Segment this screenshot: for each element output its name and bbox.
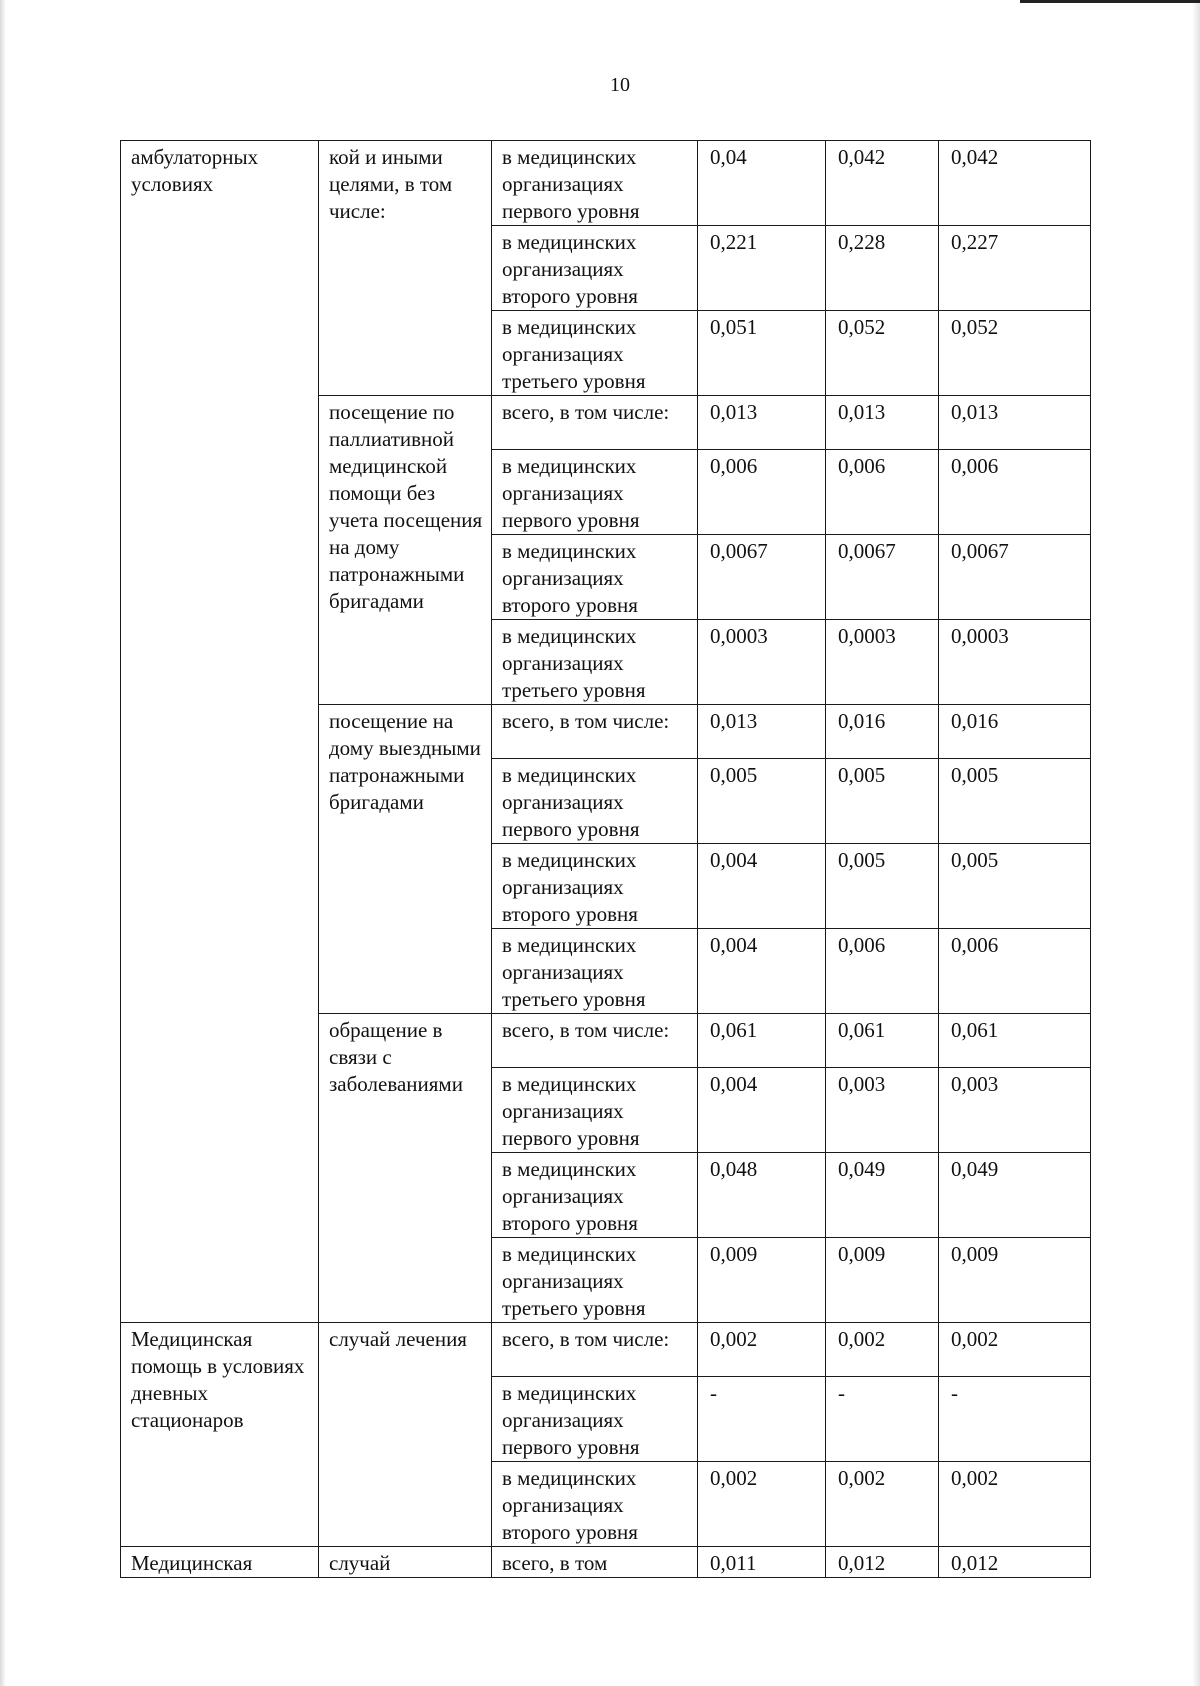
level-cell: всего, в том числе: <box>492 396 698 450</box>
visit-type-cell: обращение в связи с заболеваниями <box>319 1014 492 1323</box>
value-cell: 0,221 <box>698 226 826 311</box>
value-cell: 0,0003 <box>698 620 826 705</box>
value-cell: 0,061 <box>939 1014 1091 1068</box>
page-number: 10 <box>610 74 630 96</box>
value-cell: 0,006 <box>826 450 939 535</box>
level-cell: в медицинских организациях первого уровня <box>492 1377 698 1462</box>
value-cell: 0,003 <box>826 1068 939 1153</box>
level-cell: в медицинских организациях третьего уровня <box>492 620 698 705</box>
value-cell: 0,228 <box>826 226 939 311</box>
value-cell: 0,052 <box>939 311 1091 396</box>
level-cell: в медицинских организациях второго уровня <box>492 535 698 620</box>
value-cell: 0,0003 <box>826 620 939 705</box>
visit-type-cell: посещение на дому выездными патронажными бригадами <box>319 705 492 1014</box>
value-cell: 0,013 <box>939 396 1091 450</box>
value-cell: 0,042 <box>939 141 1091 226</box>
value-cell: 0,016 <box>826 705 939 759</box>
level-cell: в медицинских организациях третьего уровня <box>492 929 698 1014</box>
level-cell: всего, в том числе: <box>492 1323 698 1377</box>
level-cell: в медицинских организациях второго уровня <box>492 1153 698 1238</box>
value-cell: 0,002 <box>698 1462 826 1547</box>
value-cell: 0,002 <box>939 1462 1091 1547</box>
value-cell: 0,005 <box>698 759 826 844</box>
scan-edge-left <box>0 0 6 1686</box>
value-cell: 0,011 <box>698 1547 826 1578</box>
value-cell: 0,005 <box>939 844 1091 929</box>
value-cell: 0,227 <box>939 226 1091 311</box>
value-cell: - <box>826 1377 939 1462</box>
value-cell: 0,006 <box>698 450 826 535</box>
value-cell: 0,004 <box>698 1068 826 1153</box>
value-cell: 0,042 <box>826 141 939 226</box>
value-cell: 0,009 <box>698 1238 826 1323</box>
scan-edge-top <box>1020 0 1200 3</box>
value-cell: 0,009 <box>939 1238 1091 1323</box>
value-cell: 0,013 <box>698 396 826 450</box>
visit-type-cell: случай лечения <box>319 1323 492 1547</box>
value-cell: - <box>698 1377 826 1462</box>
value-cell: 0,012 <box>826 1547 939 1578</box>
level-cell: в медицинских организациях третьего уровня <box>492 311 698 396</box>
value-cell: 0,013 <box>826 396 939 450</box>
value-cell: 0,04 <box>698 141 826 226</box>
value-cell: 0,061 <box>698 1014 826 1068</box>
value-cell: 0,049 <box>939 1153 1091 1238</box>
value-cell: 0,002 <box>698 1323 826 1377</box>
table-row <box>121 1547 1091 1578</box>
value-cell: 0,004 <box>698 929 826 1014</box>
value-cell: 0,0067 <box>826 535 939 620</box>
value-cell: 0,0067 <box>698 535 826 620</box>
value-cell: 0,052 <box>826 311 939 396</box>
value-cell: 0,002 <box>826 1323 939 1377</box>
value-cell: 0,002 <box>826 1462 939 1547</box>
visit-type-cell: кой и иными целями, в том числе: <box>319 141 492 396</box>
value-cell: 0,051 <box>698 311 826 396</box>
level-cell: в медицинских организациях второго уровня <box>492 1462 698 1547</box>
care-type-cell: Медицинская помощь в условиях дневных стационаров <box>121 1323 319 1547</box>
data-table <box>120 140 1091 1578</box>
value-cell: 0,002 <box>939 1323 1091 1377</box>
level-cell: всего, в том числе: <box>492 1014 698 1068</box>
value-cell: 0,005 <box>826 759 939 844</box>
level-cell: в медицинских организациях первого уровня <box>492 141 698 226</box>
value-cell: - <box>939 1377 1091 1462</box>
care-type-cell: Медицинская <box>121 1547 319 1578</box>
value-cell: 0,049 <box>826 1153 939 1238</box>
value-cell: 0,009 <box>826 1238 939 1323</box>
value-cell: 0,006 <box>939 929 1091 1014</box>
table-row <box>121 141 1091 226</box>
value-cell: 0,012 <box>939 1547 1091 1578</box>
level-cell: всего, в том числе: <box>492 705 698 759</box>
value-cell: 0,048 <box>698 1153 826 1238</box>
care-type-cell: амбулаторных условиях <box>121 141 319 1323</box>
level-cell: в медицинских организациях второго уровня <box>492 226 698 311</box>
value-cell: 0,006 <box>826 929 939 1014</box>
visit-type-cell: случай <box>319 1547 492 1578</box>
value-cell: 0,004 <box>698 844 826 929</box>
level-cell: в медицинских организациях первого уровня <box>492 1068 698 1153</box>
value-cell: 0,006 <box>939 450 1091 535</box>
value-cell: 0,061 <box>826 1014 939 1068</box>
value-cell: 0,0003 <box>939 620 1091 705</box>
level-cell: всего, в том <box>492 1547 698 1578</box>
table-row <box>121 1323 1091 1377</box>
level-cell: в медицинских организациях первого уровня <box>492 759 698 844</box>
visit-type-cell: посещение по паллиативной медицинской помощи без учета посещения на дому патронажными бригадами <box>319 396 492 705</box>
level-cell: в медицинских организациях второго уровня <box>492 844 698 929</box>
value-cell: 0,005 <box>826 844 939 929</box>
value-cell: 0,013 <box>698 705 826 759</box>
level-cell: в медицинских организациях первого уровня <box>492 450 698 535</box>
value-cell: 0,003 <box>939 1068 1091 1153</box>
value-cell: 0,005 <box>939 759 1091 844</box>
value-cell: 0,0067 <box>939 535 1091 620</box>
scan-edge-right <box>1192 0 1200 1686</box>
value-cell: 0,016 <box>939 705 1091 759</box>
level-cell: в медицинских организациях третьего уровня <box>492 1238 698 1323</box>
